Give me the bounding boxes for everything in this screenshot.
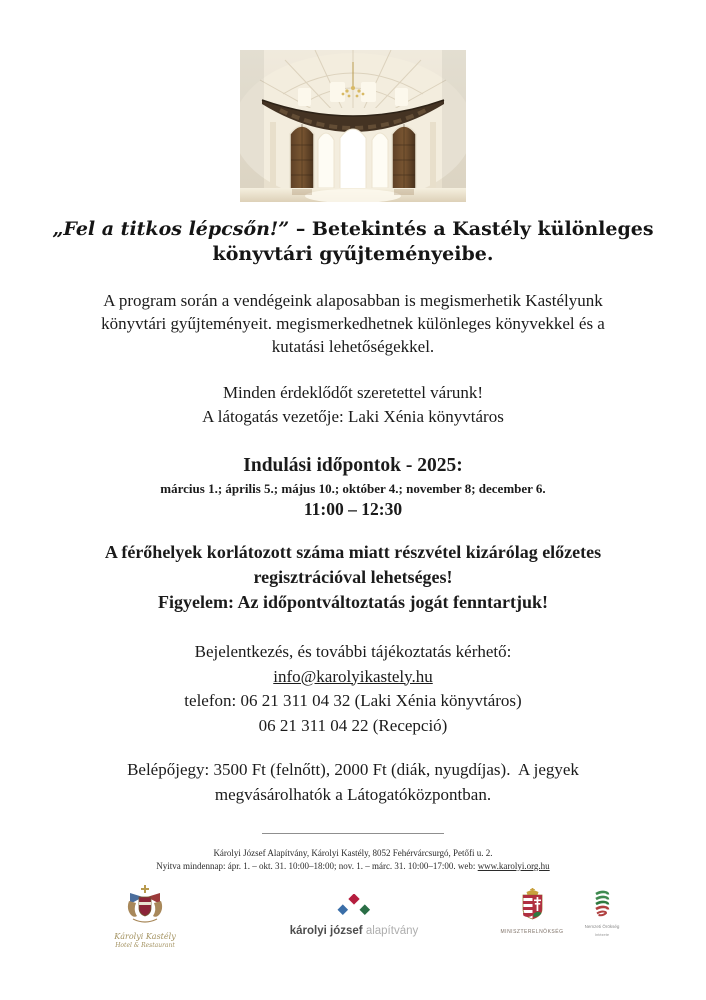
heritage-ribbon-shield-icon bbox=[592, 890, 612, 917]
website-link[interactable]: www.karolyi.org.hu bbox=[477, 860, 550, 871]
footer-hours-text: Nyitva mindennap: ápr. 1. – okt. 31. 10:00–18:00; nov. 1. – márc. 31. 10:00–17:00. web: bbox=[156, 860, 478, 871]
contact-section bbox=[0, 640, 706, 738]
footer-divider bbox=[262, 833, 444, 834]
foundation-logo bbox=[278, 894, 430, 938]
intro-paragraph: A program során a vendégeink alaposabban is megismerhetik Kastélyunk könyvtári gyűjteményeit. megismerkedhetnek különleges könyvekkel és a kutatási lehetőségekkel. bbox=[101, 291, 605, 356]
library-rotunda-photo bbox=[240, 50, 466, 202]
footer-address: Károlyi József Alapítvány, Károlyi Kastély, 8052 Fehérvárcsurgó, Petőfi u. 2. bbox=[213, 848, 493, 858]
hotel-logo-subtitle: Hotel & Restaurant bbox=[115, 942, 175, 949]
schedule-dates: március 1.; április 5.; május 10.; október 4.; november 8; december 6. bbox=[160, 481, 546, 496]
hotel-logo bbox=[95, 884, 195, 949]
foundation-logo-name bbox=[278, 925, 430, 938]
hotel-logo-name: Károlyi Kastély bbox=[114, 932, 176, 941]
title-after-quote: – Betekintés a Kastély különleges bbox=[289, 218, 654, 240]
contact-phone-1: telefon: 06 21 311 04 32 (Laki Xénia könyvtáros) bbox=[184, 691, 522, 710]
ministry-logo-caption: MINISZTERELNÖKSÉG bbox=[500, 929, 564, 935]
heritage-logo-caption-2: Intézete bbox=[594, 931, 610, 937]
schedule-section bbox=[0, 453, 706, 520]
page-title bbox=[0, 217, 706, 267]
hungarian-coat-of-arms-icon bbox=[520, 888, 545, 922]
footer bbox=[0, 847, 706, 872]
welcome-paragraph bbox=[0, 381, 706, 429]
welcome-line2: A látogatás vezetője: Laki Xénia könyvtáros bbox=[202, 407, 504, 426]
footer-hours bbox=[0, 860, 706, 873]
email-link[interactable]: info@karolyikastely.hu bbox=[273, 666, 433, 686]
title-quote: „Fel a titkos lépcsőn!” bbox=[52, 218, 290, 240]
contact-intro: Bejelentkezés, és további tájékoztatás kérhető: bbox=[194, 642, 512, 661]
welcome-line1: Minden érdeklődőt szeretettel várunk! bbox=[222, 383, 484, 402]
registration-notice: A férőhelyek korlátozott száma miatt részvétel kizárólag előzetes regisztrációval lehetséges! Figyelem: Az időpontváltoztatás jogát fenntartjuk! bbox=[104, 542, 602, 612]
contact-phone-2: 06 21 311 04 22 (Recepció) bbox=[258, 715, 448, 735]
heritage-logo bbox=[574, 890, 630, 937]
hotel-crest-icon bbox=[123, 884, 167, 926]
ministry-logo bbox=[488, 888, 576, 935]
foundation-name-bold: károlyi józsef bbox=[289, 925, 363, 937]
foundation-name-light: alapítvány bbox=[365, 925, 419, 937]
partner-logos bbox=[0, 882, 706, 972]
schedule-heading: Indulási időpontok - 2025: bbox=[243, 455, 463, 476]
ticket-info: Belépőjegy: 3500 Ft (felnőtt), 2000 Ft (diák, nyugdíjas). A jegyek megvásárolhatók a Látogatóközpontban. bbox=[127, 760, 579, 804]
title-line1 bbox=[0, 217, 706, 242]
library-rotunda-illustration bbox=[240, 50, 466, 202]
title-line2: könyvtári gyűjteményeibe. bbox=[212, 243, 494, 265]
contact-email-row bbox=[0, 665, 706, 690]
schedule-time: 11:00 – 12:30 bbox=[303, 499, 403, 519]
heritage-logo-caption-1: Nemzeti Örökség bbox=[584, 924, 620, 929]
foundation-diamonds-icon bbox=[331, 894, 377, 918]
